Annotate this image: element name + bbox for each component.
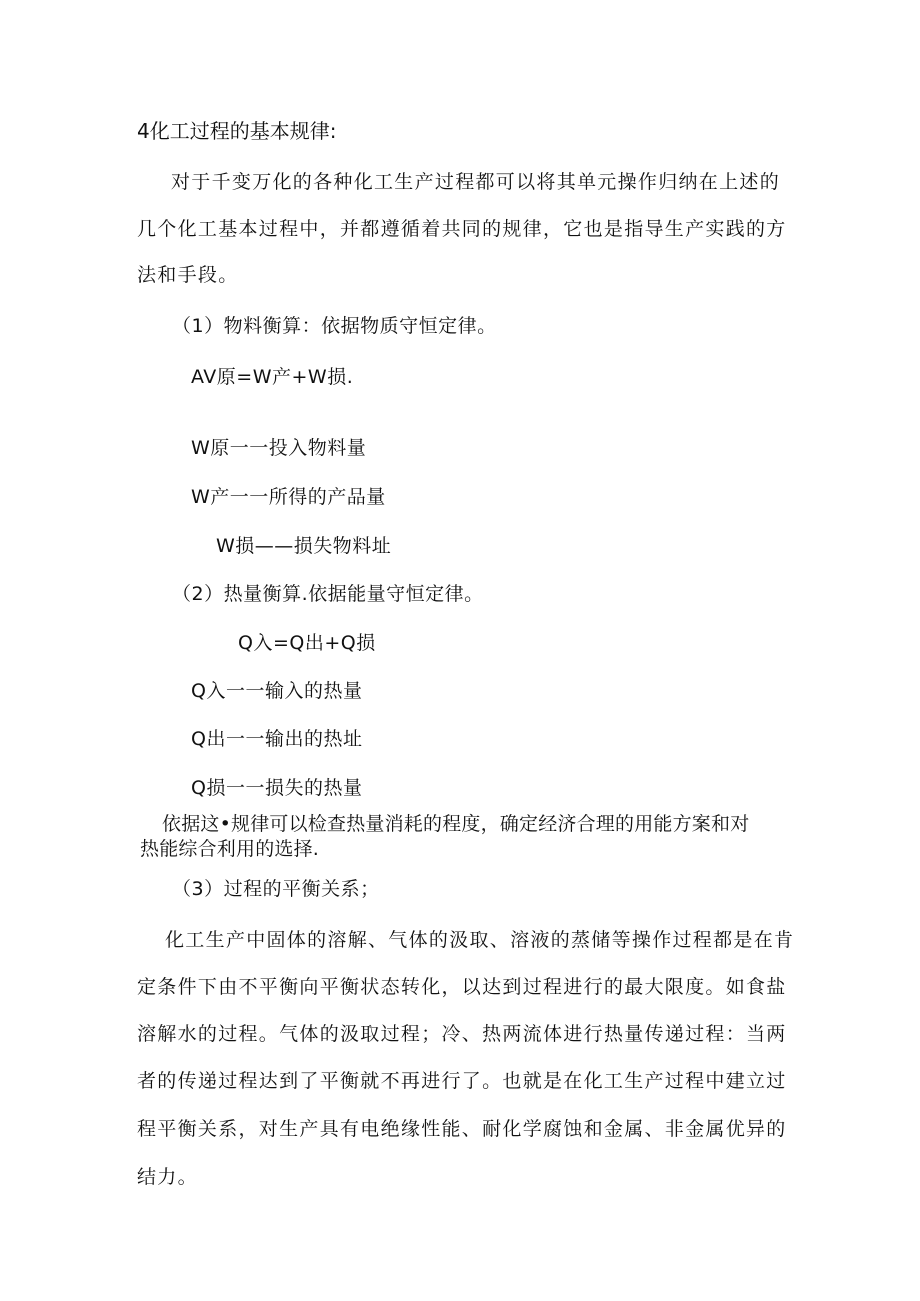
material-balance-title: （1）物料衡算：依据物质守恒定律。 <box>172 315 497 337</box>
heat-note-line-2: 热能综合利用的选择. <box>140 838 320 860</box>
intro-line-1: 对于千变万化的各种化工生产过程都可以将其单元操作归纳在上述的 <box>171 171 781 193</box>
equilibrium-line-5: 程平衡关系，对生产具有电绝缘性能、耐化学腐蚀和金属、非金属优异的 <box>137 1118 787 1140</box>
intro-line-2: 几个化工基本过程中，并都遵循着共同的规律，它也是指导生产实践的方 <box>137 218 787 240</box>
heat-term-loss: Q损一一损失的热量 <box>191 777 363 799</box>
equilibrium-title: （3）过程的平衡关系； <box>172 878 380 900</box>
material-term-input: W原一一投入物料量 <box>191 437 367 459</box>
intro-line-3: 法和手段。 <box>137 264 239 286</box>
equilibrium-line-3: 溶解水的过程。气体的汲取过程；冷、热两流体进行热量传递过程：当两 <box>137 1023 787 1045</box>
section-heading: 4化工过程的基本规律: <box>137 119 337 143</box>
heat-term-output: Q出一一输出的热址 <box>191 728 363 750</box>
material-term-loss: W损——损失物料址 <box>216 535 392 557</box>
equilibrium-line-4: 者的传递过程达到了平衡就不再进行了。也就是在化工生产过程中建立过 <box>137 1070 787 1092</box>
equilibrium-line-1: 化工生产中固体的溶解、气体的汲取、溶液的蒸储等操作过程都是在肯 <box>165 929 795 951</box>
equilibrium-line-2: 定条件下由不平衡向平衡状态转化，以达到过程进行的最大限度。如食盐 <box>137 976 787 998</box>
heat-balance-equation: Q入=Q出+Q损 <box>238 632 376 654</box>
material-term-product: W产一一所得的产品量 <box>191 486 386 508</box>
heat-note-line-1: 依据这•规律可以检查热量消耗的程度，确定经济合理的用能方案和对 <box>162 813 750 835</box>
equilibrium-line-6: 结力。 <box>137 1166 198 1188</box>
heat-term-input: Q入一一输入的热量 <box>191 680 363 702</box>
material-balance-equation: AV原=W产+W损. <box>191 366 354 388</box>
heat-balance-title: （2）热量衡算.依据能量守恒定律。 <box>172 583 484 605</box>
